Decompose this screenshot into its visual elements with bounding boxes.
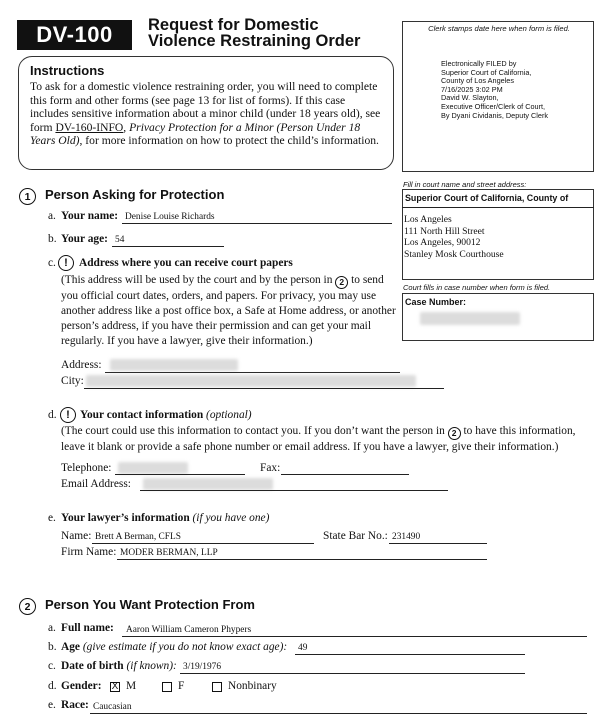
form-number-badge: DV-100 (17, 20, 132, 50)
address-redacted (110, 359, 238, 371)
lawyer-optional: (if you have one) (192, 512, 270, 524)
instructions-text (30, 80, 382, 148)
section1-title: Person Asking for Protection (45, 187, 225, 202)
race-line (90, 713, 587, 714)
lawyer-name-line (92, 543, 314, 544)
your-name-label: Your name: (61, 210, 119, 222)
case-caption: Court fills in case number when form is filed. (403, 283, 551, 292)
gender-f-label: F (178, 680, 185, 692)
item-1c-letter: c. (48, 257, 56, 269)
full-name-value[interactable]: Aaron William Cameron Phypers (126, 625, 252, 635)
court-address: Los Angeles 111 North Hill Street Los Angeles, 90012 Stanley Mosk Courthouse (404, 214, 504, 260)
your-age-value[interactable]: 54 (115, 235, 125, 245)
court-heading: Superior Court of California, County of (405, 193, 569, 203)
age-label (61, 641, 287, 653)
state-bar-value[interactable]: 231490 (392, 532, 421, 542)
contact-optional: (optional) (206, 409, 252, 421)
section1-number: 1 (19, 188, 36, 205)
person-2-ref-icon: 2 (335, 276, 348, 289)
address-instructions-b: to send you official court dates, orders, and papers. For privacy, you may use another address like a post office box, a Safe at Home address, or another person’s address, if you have their permission and can get your mail regularly. If you have a lawyer, give their information.) (61, 274, 396, 347)
instructions-text-b: , (123, 120, 130, 134)
instructions-italic-title: Privacy Protection for a Minor (Person Under 18 Years Old) (30, 120, 361, 148)
item-2b-letter: b. (48, 641, 57, 653)
contact-instructions-a: (The court could use this information to contact you. If you don’t want the person in (61, 425, 448, 437)
dob-line (180, 673, 525, 674)
dob-label-text: Date of birth (61, 660, 124, 672)
address-instructions-a: (This address will be used by the court and by the person in (61, 274, 336, 286)
telephone-line (115, 474, 245, 475)
firm-name-line (117, 559, 487, 560)
fax-line (281, 474, 409, 475)
filed-stamp: Electronically FILED by Superior Court of California, County of Los Angeles 7/16/2025 3:02 PM David W. Slayton, Executive Officer/Clerk of Court, By Dyani Cividanis, Deputy Clerk (441, 59, 549, 120)
case-number-redacted (420, 312, 520, 325)
gender-f-checkbox[interactable] (162, 682, 172, 692)
case-number-label: Case Number: (405, 297, 467, 307)
item-2c-letter: c. (48, 660, 56, 672)
gender-nonbinary-checkbox[interactable] (212, 682, 222, 692)
city-label: City: (61, 375, 84, 387)
form-title-line1: Request for Domestic (148, 16, 319, 34)
address-line (105, 372, 400, 373)
item-2d-letter: d. (48, 680, 57, 692)
court-heading-divider (402, 207, 594, 208)
instructions-heading: Instructions (30, 63, 105, 78)
race-label: Race: (61, 699, 89, 711)
form-title (148, 17, 360, 49)
address-instructions (61, 273, 397, 349)
city-redacted (86, 375, 416, 387)
full-name-label: Full name: (61, 622, 114, 634)
your-age-line (112, 246, 224, 247)
item-1d-letter: d. (48, 409, 57, 421)
item-1e-letter: e. (48, 512, 56, 524)
lawyer-name-label: Name: (61, 530, 92, 542)
alert-icon: ! (60, 407, 76, 423)
address-label: Address: (61, 359, 102, 371)
instructions-text-c: , for more information on how to protect the child’s information. (79, 134, 379, 148)
age-line (295, 654, 525, 655)
firm-name-label: Firm Name: (61, 546, 117, 558)
telephone-redacted (118, 462, 188, 474)
section2-number: 2 (19, 598, 36, 615)
dob-value[interactable]: 3/19/1976 (183, 662, 222, 672)
person-2-ref-icon: 2 (448, 427, 461, 440)
alert-icon: ! (58, 255, 74, 271)
item-1a-letter: a. (48, 210, 56, 222)
contact-title (80, 409, 252, 421)
contact-instructions-b: to have this information, leave it blank or provide a safe phone number or email address. If you have a lawyer, give their information.) (61, 425, 576, 453)
city-line (84, 388, 444, 389)
race-value[interactable]: Caucasian (93, 702, 132, 712)
item-2a-letter: a. (48, 622, 56, 634)
email-redacted (143, 478, 273, 490)
full-name-line (122, 636, 587, 637)
dv160-info-link[interactable]: DV-160-INFO (55, 120, 124, 134)
your-name-value[interactable]: Denise Louise Richards (125, 212, 215, 222)
your-age-label: Your age: (61, 233, 108, 245)
item-1b-letter: b. (48, 233, 57, 245)
email-line (140, 490, 448, 491)
gender-nonbinary-label: Nonbinary (228, 680, 277, 692)
age-hint: (give estimate if you do not know exact age): (82, 641, 288, 653)
address-section-title: Address where you can receive court papers (79, 257, 293, 269)
lawyer-title (61, 512, 269, 524)
state-bar-label: State Bar No.: (323, 530, 388, 542)
court-caption: Fill in court name and street address: (403, 180, 527, 189)
contact-instructions (61, 424, 597, 455)
instructions-text-a: To ask for a domestic violence restraining order, you will need to complete this form and other forms (see page 13 for list of forms). If this case includes sensitive information about a minor child (under 18 years old), see form (30, 80, 381, 134)
gender-m-checkbox[interactable]: X (111, 681, 119, 692)
your-name-line (122, 223, 392, 224)
firm-name-value[interactable]: MODER BERMAN, LLP (120, 548, 218, 558)
gender-m-label: M (126, 680, 137, 692)
fax-label: Fax: (260, 462, 281, 474)
clerk-stamp-caption: Clerk stamps date here when form is filed. (428, 24, 570, 33)
age-value[interactable]: 49 (298, 643, 308, 653)
form-title-line2: Violence Restraining Order (148, 32, 361, 50)
dob-hint: (if known): (126, 660, 177, 672)
dob-label (61, 660, 177, 672)
age-label-text: Age (61, 641, 80, 653)
telephone-label: Telephone: (61, 462, 112, 474)
contact-title-text: Your contact information (80, 409, 204, 421)
state-bar-line (389, 543, 487, 544)
gender-label: Gender: (61, 680, 102, 692)
email-label: Email Address: (61, 478, 131, 490)
section2-title: Person You Want Protection From (45, 597, 255, 612)
lawyer-title-text: Your lawyer’s information (61, 512, 190, 524)
lawyer-name-value[interactable]: Brett A Berman, CFLS (95, 532, 181, 542)
item-2e-letter: e. (48, 699, 56, 711)
